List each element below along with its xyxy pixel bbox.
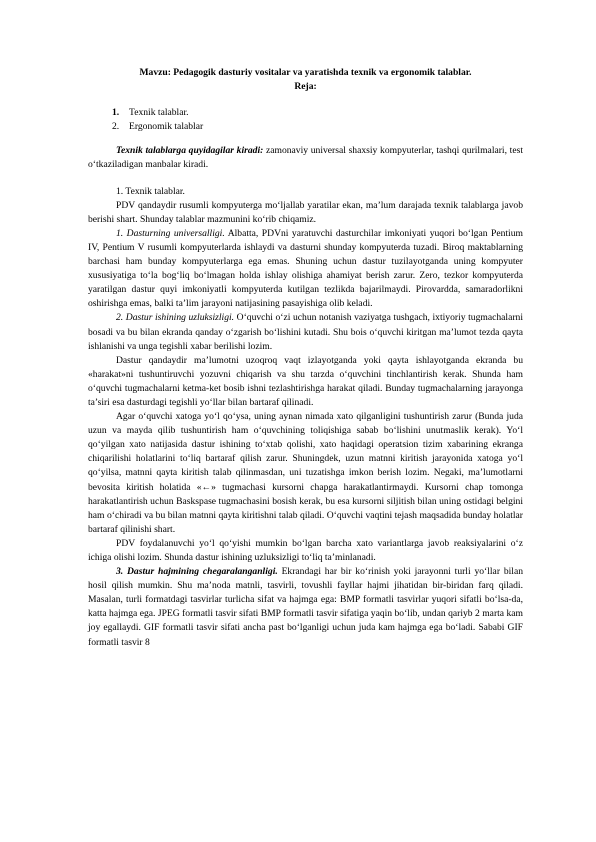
paragraph: PDV foydalanuvchi yo‘l qo‘yishi mumkin bo‘lgan barcha xato variantlarga javob reaksiyalarini o‘z ichiga olishi lozim. Shunda dastur ishining uzluksizligi to‘liq ta’minlanadi. xyxy=(88,537,523,563)
plan-item-number: 1. xyxy=(112,107,120,119)
paragraph xyxy=(88,311,523,353)
paragraph: Dastur qandaydir ma’lumotni uzoqroq vaqt izlayotganda yoki qayta ishlayotganda ekranda bu «harakat»ni tushuntiruvchi yozuvni chiqarish va shu tarzda o‘quvchini tinchlantirish kerak. Shunda ham o‘quvchi tugmachalarni ketma-ket bosib ishni tezlashtirishga harakat qiladi. Bunday tugmachalarning jarayonga ta’siri esa dasturdagi tegishli yo‘llar bilan bartaraf qilinadi. xyxy=(88,354,523,408)
paragraph-lead: 2. Dastur ishining uzluksizligi. xyxy=(116,312,235,324)
plan-item xyxy=(112,106,523,120)
paragraph-text: Albatta, PDVni yaratuvchi dasturchilar imkoniyati yuqori bo‘lgan Pentium IV, Pentium V rusumli kompyuterlarda ishlaydi va dasturni shunday kompyuterda tuzadi. Biroq maktablarning barchasi ham bunday kompyuterlarga ega emas. Shuning uchun dastur tuzilayotganda uning kompyuter xususiyatiga to‘la bog‘liq bo‘lmagan holda ishlay olishiga ahamiyat berish zarur. Zero, tezkor kompyuterda yaratilgan dastur quyi imkoniyatli kompyuterda kutilgan tezlikda bajarilmaydi. Pirovardda, samaradorlikni oshirishga emas, balki ta’lim jarayoni natijasining pasayishiga olib keladi. xyxy=(88,227,523,310)
plan-item-text: Ergonomik talablar xyxy=(129,121,204,133)
document-body xyxy=(88,66,523,650)
plan-item-text: Texnik talablar. xyxy=(129,107,189,119)
document-title: Mavzu: Pedagogik dasturiy vositalar va yaratishda texnik va ergonomik talablar. xyxy=(139,67,472,78)
plan-item-number: 2. xyxy=(112,121,120,133)
section-heading: 1. Texnik talablar. xyxy=(116,185,185,197)
plan-heading: Reja: xyxy=(294,81,317,93)
intro-text: zamonaviy universal shaxsiy kompyuterlar, tashqi qurilmalari, test o‘tkaziladigan manbalar kiradi. xyxy=(88,145,523,171)
paragraph: PDV qandaydir rusumli kompyuterga mo‘ljallab yaratilar ekan, ma’lum darajada texnik talablarga javob berishi shart. Shunday talablar mazmunini ko‘rib chiqamiz. xyxy=(88,199,523,225)
paragraph xyxy=(88,565,523,650)
paragraph-lead: 1. Dasturning universalligi. xyxy=(116,227,225,239)
intro-paragraph xyxy=(88,144,523,172)
intro-lead: Texnik talablarga quyidagilar kiradi: xyxy=(116,145,264,157)
paragraph-text: Ekrandagi har bir ko‘rinish yoki jarayonni turli yo‘llar bilan hosil qilish mumkin. Shu ma’noda matnli, tasvirli, tovushli fayllar hajmi jihatidan bir-biridan farq qiladi. Masalan, turli formatdagi tasvirlar turlicha sifat va hajmga ega: BMP formatli tasvirlar yuqori sifatli bo‘lsa-da, katta hajmga ega. JPEG formatli tasvir sifati BMP formatli tasvir sifatiga yaqin bo‘lib, undan qariyb 2 marta kam joy egallaydi. GIF formatli tasvir sifati ancha past bo‘lganligi uchun juda kam hajmga ega bo‘ladi. Sababi GIF formatli tasvir 8 xyxy=(88,566,523,648)
plan-list xyxy=(88,106,523,134)
plan-item xyxy=(112,120,523,134)
paragraph xyxy=(88,227,523,312)
paragraph-text: O‘quvchi o‘zi uchun notanish vaziyatga tushgach, ixtiyoriy tugmachalarni bosadi va bu bilan ekranda qanday o‘zgarish bo‘lishini kutadi. Shu bois o‘quvchi kiritgan ma’lumot tezda qayta ishlanishi va unga tegishli xabar berilishi lozim. xyxy=(88,312,524,352)
paragraph: Agar o‘quvchi xatoga yo‘l qo‘ysa, uning aynan nimada xato qilganligini tushuntirish zarur (Bunda juda uzun va mayda qilib tushuntirish ham o‘quvchining toliqishiga sabab bo‘lishini unutmaslik kerak). Yo‘l qo‘yilgan xato natijasida dastur ishining to‘xtab qolishi, xato haqidagi operatsion tizim xabarining ekranga chiqarilishi holatlarini to‘liq bartaraf qilish zarur. Shuningdek, uzun matnni kiritish jarayonida xatoga yo‘l qo‘yilsa, matnni qayta kiritish talab qilinmasdan, uni tuzatishga imkon berish lozim. Negaki, ma’lumotlarni bevosita kiritish holatida «←» tugmachasi kursorni chapga harakatlantirmaydi. Kursorni chap tomonga harakatlantirish uchun Baskspase tugmachasini bosish kerak, bu esa kursorni siljitish bilan uning ostidagi belgini ham o‘chiradi va bu bilan matnni qayta kiritishni talab qiladi. O‘quvchi vaqtini tejash maqsadida bunday holatlar bartaraf qilinishi shart. xyxy=(88,411,523,535)
paragraph-lead: 3. Dastur hajmining chegaralanganligi. xyxy=(116,566,278,578)
spacer xyxy=(88,173,523,185)
